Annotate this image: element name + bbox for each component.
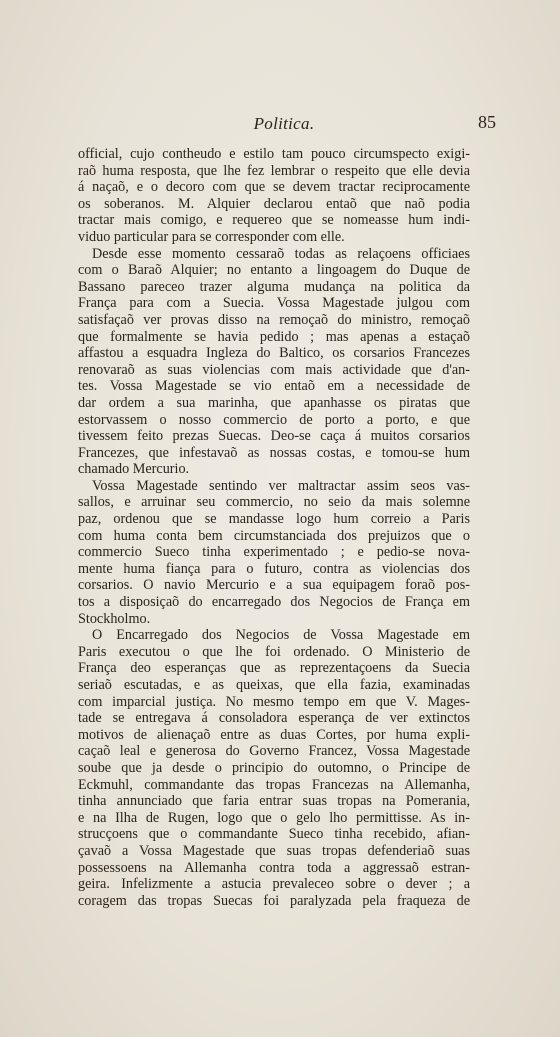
text-line: dar ordem a sua marinha, que apanhasse os piratas que <box>78 394 470 411</box>
text-line: Francezes, que infestavaõ as nossas costas, e tomou-se hum <box>78 444 470 461</box>
page-number: 85 <box>478 112 496 132</box>
text-line: chamado Mercurio. <box>78 461 190 478</box>
text-line: Paris executou o que lhe foi ordenado. O Ministerio de <box>78 643 470 660</box>
text-line: soube que ja desde o principio do outomno, o Principe de <box>78 759 470 776</box>
text-line: que formalmente se havia pedido ; mas apenas a estaçaõ <box>78 328 470 345</box>
body-text <box>78 146 470 909</box>
text-line: á naçaõ, e o decoro com que se devem tractar reciprocamente <box>78 179 470 196</box>
text-line: França deo esperanças que as reprezentaçoens da Suecia <box>78 660 470 677</box>
text-line: tivessem feito prezas Suecas. Deo-se caça á muitos corsarios <box>78 428 470 445</box>
text-line: satisfaçaõ ver provas disso na remoçaõ do ministro, remoçaõ <box>78 311 470 328</box>
text-line: França para com a Suecia. Vossa Magestade julgou com <box>78 295 470 312</box>
text-line: O Encarregado dos Negocios de Vossa Magestade em <box>92 627 470 644</box>
text-line: com huma conta bem circumstanciada dos prejuizos que o <box>78 527 470 544</box>
text-line: Desde esse momento cessaraõ todas as relaçoens officiaes <box>92 245 470 262</box>
text-line: çavaõ a Vossa Magestade que suas tropas defenderiaõ suas <box>78 842 470 859</box>
text-line: e na Ilha de Rugen, logo que o gelo lho permittisse. As in- <box>78 809 470 826</box>
text-line: paz, ordenou que se mandasse logo hum correio a Paris <box>78 511 470 528</box>
text-line: com imparcial justiça. No mesmo tempo em que V. Mages- <box>78 693 470 710</box>
text-line: geira. Infelizmente a astucia prevaleceo sobre o dever ; a <box>78 876 470 893</box>
text-line: coragem das tropas Suecas foi paralyzada pela fraqueza de <box>78 892 470 909</box>
text-line: commercio Sueco tinha experimentado ; e pedio-se nova- <box>78 544 470 561</box>
text-line: Eckmuhl, commandante das tropas Francezas na Allemanha, <box>78 776 470 793</box>
text-line: tos a disposiçaõ do encarregado dos Negocios de França em <box>78 594 470 611</box>
text-line: tinha annunciado que faria entrar suas tropas na Pomerania, <box>78 793 470 810</box>
text-line: possessoens na Allemanha contra toda a aggressaõ estran- <box>78 859 470 876</box>
text-line: corsarios. O navio Mercurio e a sua equipagem foraõ pos- <box>78 577 470 594</box>
text-line: Stockholmo. <box>78 610 151 627</box>
text-line: raõ huma resposta, que lhe fez lembrar o respeito que elle devia <box>78 162 470 179</box>
text-line: Vossa Magestade sentindo ver maltractar assim seos vas- <box>92 477 470 494</box>
text-line: viduo particular para se corresponder com elle. <box>78 228 345 245</box>
page-header <box>78 112 496 136</box>
text-line: sallos, e arruinar seu commercio, no seio da mais solemne <box>78 494 470 511</box>
text-line: estorvassem o nosso commercio de porto a porto, e que <box>78 411 470 428</box>
text-line: com o Baraõ Alquier; no entanto a lingoagem do Duque de <box>78 262 470 279</box>
text-line: caçaõ leal e generosa do Governo Francez, Vossa Magestade <box>78 743 470 760</box>
text-line: official, cujo contheudo e estilo tam pouco circumspecto exigi- <box>78 146 470 162</box>
text-line: mente huma fiança para o futuro, contra as violencias dos <box>78 560 470 577</box>
text-line: tractar mais comigo, e requereo que se nomeasse hum indi- <box>78 212 470 229</box>
text-line: motivos de alienaçaõ entre as duas Cortes, por huma expli- <box>78 726 470 743</box>
text-line: os soberanos. M. Alquier declarou entaõ que naõ podia <box>78 195 470 212</box>
text-line: renovaraõ as suas violencias com mais actividade que d'an- <box>78 361 470 378</box>
text-line: Bassano pareceo trazer alguma mudança na politica da <box>78 278 470 295</box>
text-line: tade se entregava á consoladora esperança de ver extinctos <box>78 710 470 727</box>
running-title: Politica. <box>253 114 315 133</box>
text-line: tes. Vossa Magestade se vio entaõ em a necessidade de <box>78 378 470 395</box>
text-line: affastou a esquadra Ingleza do Baltico, os corsarios Francezes <box>78 345 470 362</box>
text-line: seriaõ escutadas, e as queixas, que ella fazia, examinadas <box>78 677 470 693</box>
text-line: strucçoens que o commandante Sueco tinha recebido, afian- <box>78 826 470 843</box>
